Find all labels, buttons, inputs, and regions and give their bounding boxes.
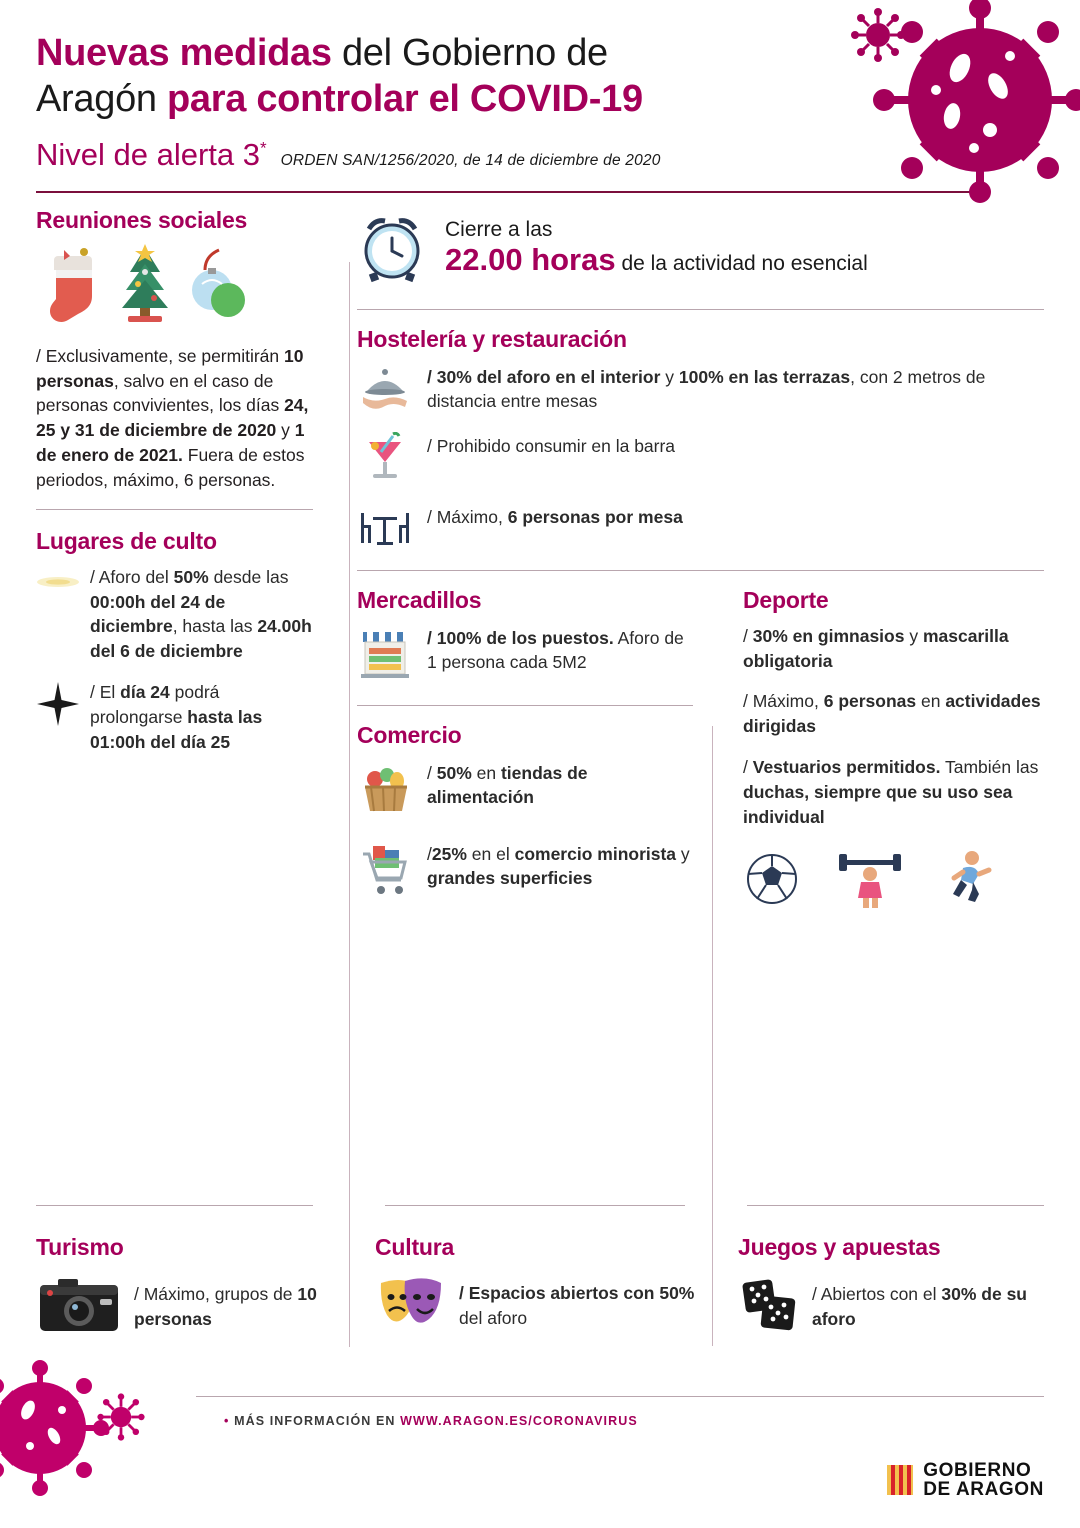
- bottom-sections: [0, 1234, 1080, 1342]
- section-heading-juegos: Juegos y apuestas: [738, 1234, 941, 1260]
- closing-line-2: [445, 242, 868, 278]
- left-divider-1: [36, 509, 313, 510]
- footer-divider: [196, 1396, 1044, 1397]
- table-chairs-icon: [357, 503, 413, 554]
- dep2-c: en: [916, 691, 946, 712]
- main-content: [0, 193, 1080, 923]
- section-heading-mercadillos: Mercadillos: [357, 586, 482, 613]
- dep3-c: permitidos.: [841, 757, 941, 778]
- closing-rest: de la actividad no esencial: [615, 251, 868, 275]
- comercio-item-2: [357, 840, 693, 907]
- aragon-flag-icon: [887, 1465, 913, 1495]
- comercio-item-1-text: [427, 759, 693, 810]
- culto1-b: desde las: [208, 566, 289, 587]
- dep1-c: y: [904, 625, 923, 646]
- dep1-a: /: [743, 625, 753, 646]
- deporte-column: [717, 587, 1044, 923]
- gov-line-1: GOBIERNO: [923, 1459, 1032, 1481]
- star-sparkle-icon: [36, 680, 80, 755]
- dep3-a: /: [743, 757, 753, 778]
- sport-icons: [743, 848, 1044, 908]
- deporte-bullet-3: [743, 755, 1044, 830]
- culto1-a: / Aforo del: [90, 566, 174, 587]
- social-bold-2: 24, 25 y 31 de diciembre de 2020: [36, 395, 309, 441]
- cul-b1: / Espacios abiertos con 50%: [459, 1283, 695, 1303]
- social-text-3: y: [276, 420, 295, 441]
- com2-mid: en el: [466, 843, 515, 864]
- deporte-bullet-1: [743, 624, 1044, 674]
- social-text: [36, 344, 313, 493]
- turismo-section: [36, 1234, 349, 1342]
- com2-b2: comercio minorista: [514, 843, 677, 864]
- bottom-divider-group: [36, 1205, 1044, 1206]
- hosteleria-item-2: [357, 432, 1044, 487]
- merc-b1: / 100% de los puestos.: [427, 627, 614, 648]
- com1-pre: /: [427, 762, 437, 783]
- footer-bullet: •: [224, 1414, 230, 1428]
- tur-b: 10 personas: [134, 1284, 317, 1329]
- gov-line-2: DE ARAGON: [923, 1479, 1044, 1501]
- section-heading-hosteleria: Hostelería y restauración: [357, 325, 627, 352]
- right-column: [331, 207, 1044, 923]
- social-text-2: , salvo en el caso de personas convivientes, los días: [36, 370, 285, 416]
- food-cloche-icon: [357, 363, 413, 416]
- footer-info: [224, 1414, 638, 1428]
- middle-column: [357, 587, 717, 923]
- dep2-d: actividades dirigidas: [743, 691, 1041, 737]
- culto-item-2-text: [90, 680, 313, 755]
- dice-icon: [738, 1271, 800, 1342]
- com2-pre: /: [427, 843, 432, 864]
- alarm-clock-icon: [357, 211, 427, 285]
- culto-item-1: [36, 565, 313, 664]
- host1-tail: , con 2 metros de distancia entre mesas: [427, 366, 986, 412]
- section-heading-deporte: Deporte: [743, 586, 829, 613]
- bottom-divider-1: [36, 1205, 313, 1206]
- light-glow-icon: [36, 565, 80, 664]
- culto1-b2: 00:00h del 24 de diciembre: [90, 591, 226, 637]
- culto-item-1-text: [90, 565, 313, 664]
- order-reference: ORDEN SAN/1256/2020, de 14 de diciembre de 2020: [280, 151, 661, 169]
- middle-divider: [357, 705, 693, 706]
- dep2-b: 6 personas: [823, 691, 917, 712]
- host1-b2: 100% en las terrazas: [678, 366, 851, 387]
- section-heading-culto: Lugares de culto: [36, 527, 217, 554]
- culto1-b1: 50%: [173, 566, 209, 587]
- culto1-b3: 24.00h del 6 de diciembre: [90, 616, 312, 662]
- page-title: [36, 30, 836, 123]
- com2-b1: 25%: [431, 843, 467, 864]
- host1-b1: / 30% del aforo en el interior: [427, 366, 661, 387]
- turismo-text: [134, 1282, 349, 1331]
- culto-item-2: [36, 680, 313, 755]
- christmas-bauble-icon: [188, 244, 250, 326]
- hosteleria-item-1-text: [427, 363, 1044, 414]
- hosteleria-item-2-text: / Prohibido consumir en la barra: [427, 435, 676, 456]
- social-text-1: / Exclusivamente, se permitirán: [36, 345, 285, 366]
- juegos-text: [812, 1282, 1044, 1331]
- dep1-d: mascarilla obligatoria: [743, 625, 1009, 671]
- closing-line-1: Cierre a las: [445, 217, 553, 241]
- closing-hours: 22.00 horas: [445, 241, 616, 277]
- com2-b3: grandes superficies: [427, 868, 593, 889]
- culto2-b2: hasta las 01:00h del día 25: [90, 707, 263, 752]
- soccer-ball-icon: [743, 850, 801, 908]
- subtitle-row: [36, 137, 1040, 173]
- juegos-item: [738, 1271, 1044, 1342]
- footer-info-label: MÁS INFORMACIÓN EN: [234, 1414, 401, 1428]
- mid-two-columns: [357, 587, 1044, 923]
- hosteleria-item-1: [357, 363, 1044, 416]
- hosteleria-item-3-text: [427, 503, 683, 530]
- christmas-stocking-icon: [40, 246, 102, 326]
- title-part-2: del Gobierno de: [331, 32, 608, 74]
- dep1-b: 30% en gimnasios: [752, 625, 905, 646]
- host1-mid: y: [660, 366, 679, 387]
- shopping-cart-icon: [357, 840, 413, 907]
- right-divider-1: [357, 309, 1044, 310]
- alert-level-text: Nivel de alerta 3: [36, 136, 261, 172]
- market-stall-icon: [357, 624, 413, 689]
- alert-level: [36, 137, 267, 173]
- grocery-basket-icon: [357, 759, 413, 824]
- comercio-item-2-text: [427, 840, 693, 891]
- turismo-item: [36, 1271, 349, 1342]
- host3-pre: / Máximo,: [427, 506, 508, 527]
- dep3-b: Vestuarios: [752, 757, 842, 778]
- government-name: [923, 1461, 1044, 1501]
- cul-tail: del aforo: [459, 1307, 528, 1328]
- com2-mid2: y: [676, 843, 690, 864]
- comercio-item-1: [357, 759, 693, 824]
- deporte-bullet-2: [743, 689, 1044, 739]
- cultura-item: [375, 1271, 712, 1340]
- social-bold-1: 10 personas: [36, 345, 304, 391]
- title-part-1: Nuevas medidas: [36, 32, 332, 74]
- dep2-a: / Máximo,: [743, 691, 824, 712]
- tur-a: / Máximo, grupos de: [134, 1284, 298, 1304]
- title-part-4: para controlar el COVID-19: [167, 78, 643, 121]
- jue-b1: 30% de su aforo: [812, 1284, 1027, 1329]
- cocktail-icon: [357, 432, 413, 487]
- camera-icon: [36, 1271, 122, 1342]
- com1-b1: 50%: [436, 762, 472, 783]
- section-heading-cultura: Cultura: [375, 1234, 455, 1260]
- com1-mid: en: [471, 762, 501, 783]
- closing-time-block: [357, 207, 1044, 299]
- left-column: [36, 207, 331, 923]
- bottom-divider-2: [385, 1205, 685, 1206]
- com1-b2: tiendas de alimentación: [427, 762, 588, 808]
- right-divider-2: [357, 570, 1044, 571]
- host3-b1: 6 personas por mesa: [507, 506, 683, 527]
- dep3-e: duchas, siempre que su uso sea individual: [743, 781, 1013, 827]
- social-text-4: Fuera de estos periodos, máximo, 6 personas.: [36, 445, 305, 490]
- government-logo: [887, 1461, 1044, 1501]
- bottom-divider-3: [747, 1205, 1044, 1206]
- hosteleria-item-3: [357, 503, 1044, 554]
- mercadillos-item: [357, 624, 693, 689]
- alert-level-asterisk: *: [260, 138, 267, 158]
- christmas-icons: [40, 244, 313, 326]
- cultura-section: [349, 1234, 712, 1342]
- footer: [0, 1378, 1080, 1528]
- cultura-text: [459, 1281, 712, 1330]
- social-bold-3: 1 de enero de 2021.: [36, 420, 305, 466]
- christmas-tree-icon: [114, 244, 176, 326]
- culto2-b: podrá prolongarse: [90, 682, 220, 727]
- section-heading-turismo: Turismo: [36, 1234, 124, 1260]
- footer-link[interactable]: WWW.ARAGON.ES/CORONAVIRUS: [400, 1414, 638, 1428]
- theatre-masks-icon: [375, 1271, 447, 1340]
- merc-tail: Aforo de 1 persona cada 5M2: [427, 627, 684, 673]
- section-heading-social: Reuniones sociales: [36, 206, 248, 233]
- dep3-d: También las: [940, 757, 1039, 778]
- culto2-b1: día 24: [120, 682, 170, 703]
- culto2-a: / El: [90, 682, 121, 703]
- running-icon: [939, 848, 997, 908]
- header: [0, 0, 1080, 173]
- culto1-c: , hasta las: [172, 616, 258, 637]
- juegos-section: [712, 1234, 1044, 1342]
- jue-pre: / Abiertos con el: [812, 1284, 942, 1304]
- title-part-3: Aragón: [36, 78, 167, 121]
- weightlifting-icon: [835, 850, 905, 908]
- mercadillos-text: [427, 624, 693, 675]
- section-heading-comercio: Comercio: [357, 721, 462, 748]
